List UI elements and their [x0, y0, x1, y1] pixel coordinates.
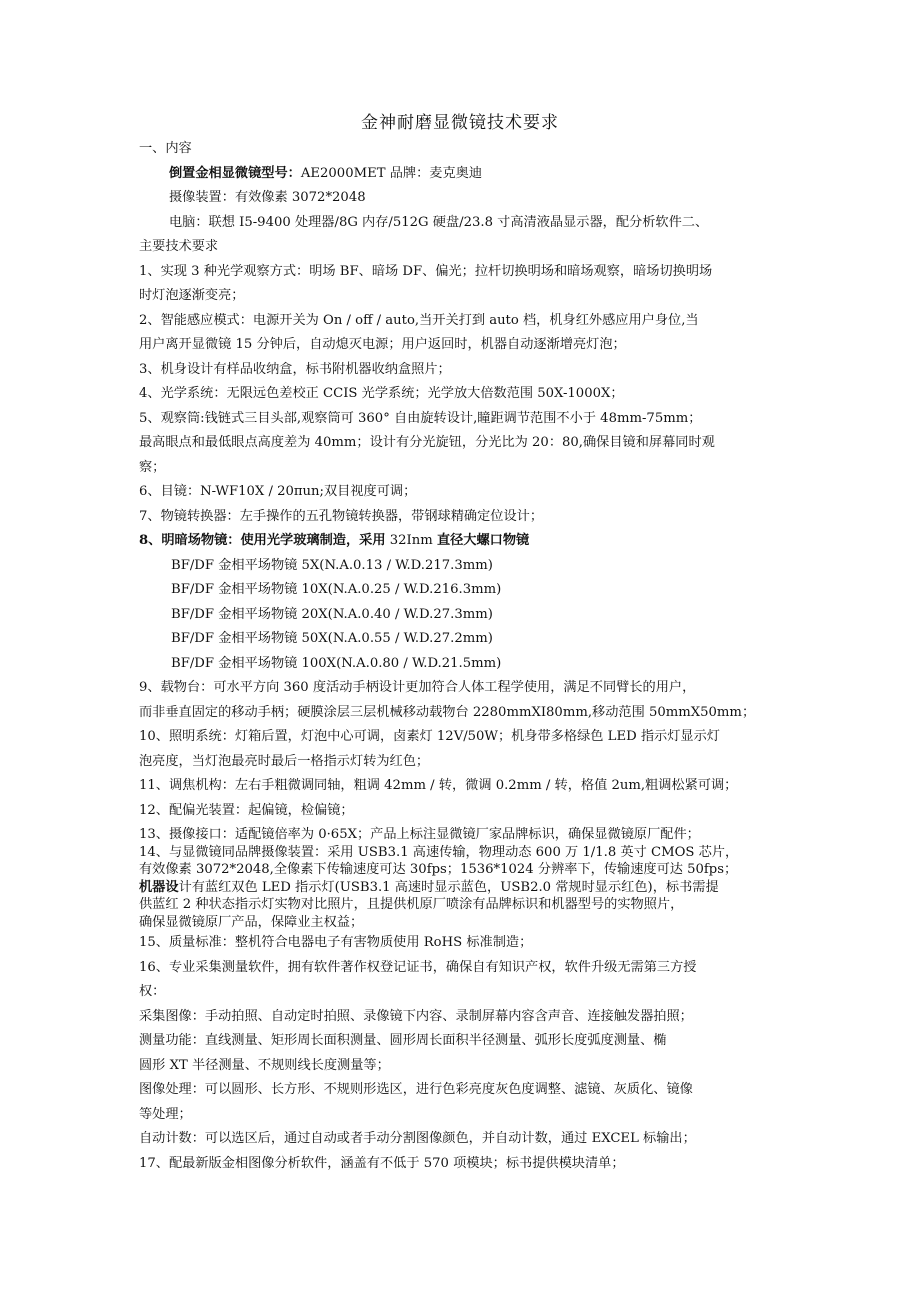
- text-line: 泡亮度，当灯泡最亮时最后一格指示灯转为红色；: [139, 753, 430, 769]
- text-line: 7、物镜转换器：左手操作的五孔物镜转换器，带钢球精确定位设计；: [139, 508, 544, 524]
- text-line: 11、调焦机构：左右手粗微调同轴，粗调 42mm / 转，微调 0.2mm / 转，格值 2um,粗调松紧可调；: [139, 778, 738, 793]
- computer-line: 电脑：联想 I5-9400 处理器/8G 内存/512G 硬盘/23.8 寸高清液晶显示器，配分析软件二、: [169, 214, 709, 230]
- text-line: 察；: [139, 459, 166, 475]
- objectives-heading: [139, 529, 799, 554]
- text-line: 确保显微镜原厂产品，保障业主权益；: [139, 914, 364, 930]
- document-body: [139, 137, 799, 1176]
- text-line: 权：: [139, 984, 166, 999]
- text-line: 最高眼点和最低眼点高度差为 40mm；设计有分光旋钮，分光比为 20：80,确保目镜和屏幕同时观: [139, 435, 715, 450]
- text-line: 圆形 XT 半径测量、不规则线长度测量等；: [139, 1057, 390, 1073]
- text-line: 图像处理：可以圆形、长方形、不规则形选区，进行色彩亮度灰色度调整、滤镜、灰质化、镜像: [139, 1082, 693, 1097]
- text-line: 而非垂直固定的移动手柄；硬膜涂层三层机械移动载物台 2280mmXI80mm,移动范围 50mmX50mm；: [139, 704, 756, 720]
- model-value: AE2000MET 品牌：麦克奥迪: [300, 165, 483, 181]
- text-line: 采集图像：手动拍照、自动定时拍照、录像镜下内容、录制屏幕内容含声音、连接触发器拍照；: [139, 1008, 693, 1024]
- model-label: 倒置金相显微镜型号：: [169, 165, 301, 181]
- text-line: 时灯泡逐渐变亮；: [139, 288, 245, 303]
- text-line: 4、光学系统：无限远色差校正 CCIS 光学系统；光学放大倍数范围 50X-1000X；: [139, 386, 624, 401]
- objective-item: BF/DF 金相平场物镜 100X(N.A.0.80 / W.D.21.5mm): [171, 655, 502, 671]
- text-line: 12、配偏光装置：起偏镜，检偏镜；: [139, 802, 354, 818]
- text-line: 等处理；: [139, 1106, 192, 1122]
- text-line: 测量功能：直线测量、矩形周长面积测量、圆形周长面积半径测量、弧形长度弧度测量、椭: [139, 1033, 667, 1048]
- text-line: 1、实现 3 种光学观察方式：明场 BF、暗场 DF、偏光；拉杆切换明场和暗场观察，暗场切换明场: [139, 263, 713, 279]
- text-line: 17、配最新版金相图像分析软件，涵盖有不低于 570 项模块；标书提供模块清单；: [139, 1155, 625, 1171]
- indicator-text: 计有蓝红双色 LED 指示灯(USB3.1 高速时显示蓝色，USB2.0 常规时显示红色)，标书需提: [178, 879, 719, 895]
- section-heading-content: 一、内容: [139, 141, 192, 156]
- microscope-model-line: [139, 162, 799, 187]
- camera-indicator-line: [139, 879, 799, 897]
- document-title: 金神耐磨显微镜技术要求: [361, 113, 559, 133]
- text-line: 9、载物台：可水平方向 360 度活动手柄设计更加符合人体工程学使用，满足不同臂长的用户，: [139, 680, 696, 695]
- text-line: 6、目镜：N-WF10X / 20πun;双目视度可调；: [139, 484, 417, 499]
- text-line: 5、观察筒:钱链式三目头部,观察筒可 360° 自由旋转设计,瞳距调节范围不小于 48mm-75mm；: [139, 410, 702, 426]
- objective-item: BF/DF 金相平场物镜 5X(N.A.0.13 / W.D.217.3mm): [171, 557, 493, 573]
- text-line: 14、与显微镜同品牌摄像装置：采用 USB3.1 高速传输，物理动态 600 万 1/1.8 英寸 CMOS 芯片，: [139, 844, 739, 860]
- text-line: 15、质量标准：整机符合电器电子有害物质使用 RoHS 标准制造；: [139, 935, 533, 950]
- text-line: 有效像素 3072*2048,全像素下传输速度可达 30fps；1536*1024 分辨率下，传输速度可达 50fps；: [139, 862, 738, 877]
- text-line: 10、照明系统：灯箱后置，灯泡中心可调，卤素灯 12V/50W；机身带多格绿色 LED 指示灯显示灯: [139, 729, 720, 744]
- text-line: 16、专业采集测量软件，拥有软件著作权登记证书，确保自有知识产权，软件升级无需第三方授: [139, 959, 697, 975]
- text-line: 3、机身设计有样品收纳盒，标书附机器收纳盒照片；: [139, 361, 451, 377]
- camera-line: 摄像装置：有效像素 3072*2048: [169, 190, 366, 205]
- objective-item: BF/DF 金相平场物镜 50X(N.A.0.55 / W.D.27.2mm): [171, 631, 493, 646]
- text-line: 用户离开显微镜 15 分钟后，自动熄灭电源；用户返回时，机器自动逐渐增亮灯泡；: [139, 337, 626, 352]
- text-line: 自动计数：可以选区后，通过自动或者手动分割图像颜色，并自动计数，通过 EXCEL 标输出；: [139, 1131, 696, 1146]
- objectives-label: 8、明暗场物镜：使用光学玻璃制造，采用: [139, 533, 386, 548]
- requirements-heading: 主要技术要求: [139, 239, 219, 254]
- objectives-size: 32Inm: [385, 533, 437, 548]
- objective-item: BF/DF 金相平场物镜 20X(N.A.0.40 / W.D.27.3mm): [171, 606, 493, 622]
- text-line: 供蓝红 2 种状态指示灯实物对比照片，且提供机原厂喷涂有品牌标识和机器型号的实物照片，: [139, 897, 684, 912]
- objectives-type: 直径大螺口物镜: [436, 533, 530, 548]
- text-line: 13、摄像接口：适配镜倍率为 0·65X；产品上标注显微镜厂家品牌标识，确保显微镜原厂配件；: [139, 827, 700, 842]
- text-line: 2、智能感应模式：电源开关为 On / off / auto,当开关打到 auto 档，机身红外感应用户身位,当: [139, 312, 699, 328]
- objective-item: BF/DF 金相平场物镜 10X(N.A.0.25 / W.D.216.3mm): [171, 582, 502, 597]
- indicator-label: 机器设: [139, 879, 179, 895]
